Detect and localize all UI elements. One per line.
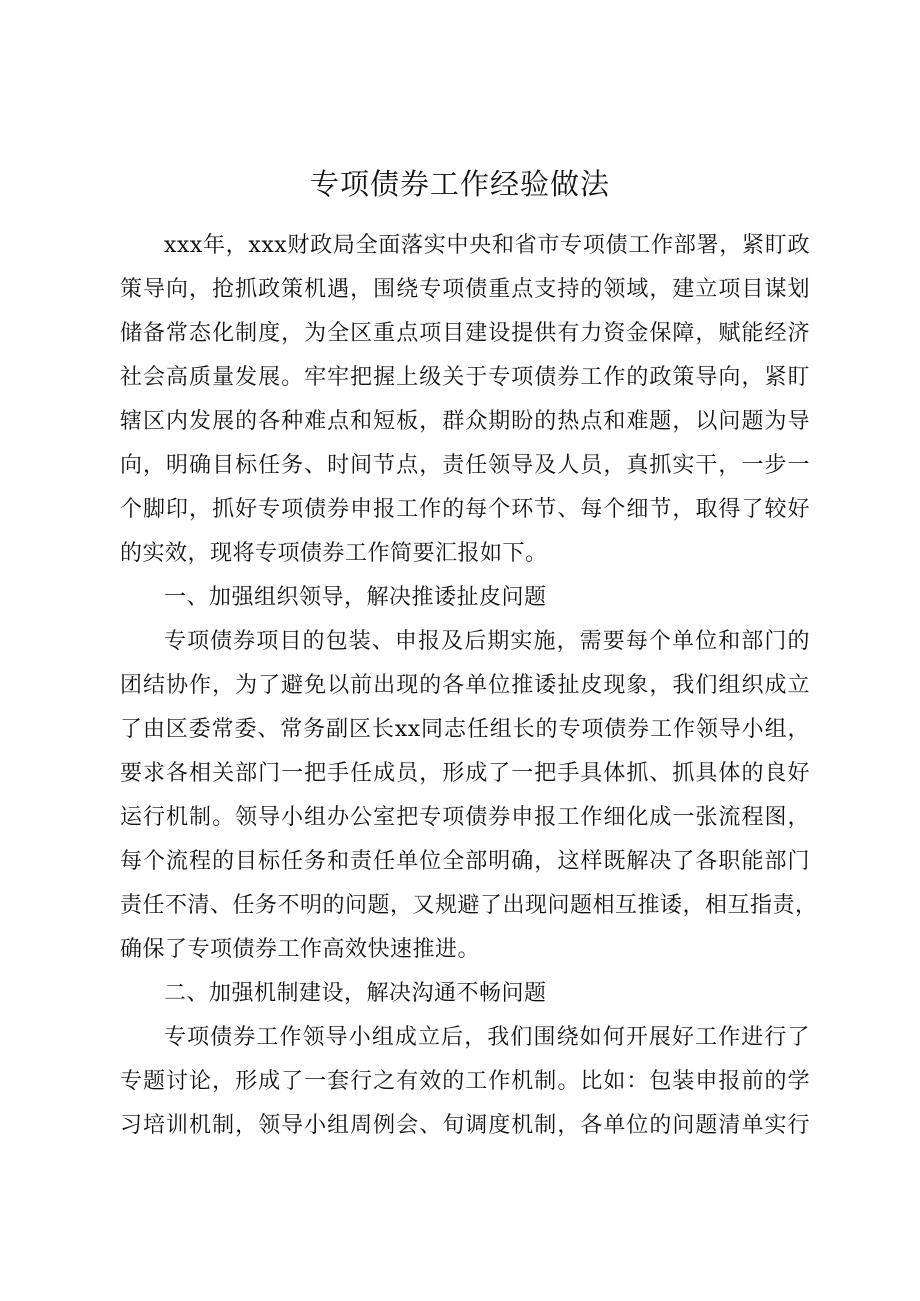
section-heading: 二、加强机制建设，解决沟通不畅问题 <box>164 981 547 1006</box>
paragraph-line: 了由区委常委、常务副区长xx同志任组长的专项债券工作领导小组， <box>120 717 810 742</box>
paragraph-line: 责任不清、任务不明的问题，又规避了出现问题相互推诿，相互指责， <box>120 893 818 918</box>
paragraph-line: 专项债券项目的包装、申报及后期实施，需要每个单位和部门的 <box>164 629 810 654</box>
paragraph-line: 个脚印，抓好专项债券申报工作的每个环节、每个细节，取得了较好 <box>120 497 810 522</box>
paragraph-line: 运行机制。领导小组办公室把专项债券申报工作细化成一张流程图， <box>120 805 810 830</box>
paragraph-line: 储备常态化制度，为全区重点项目建设提供有力资金保障，赋能经济 <box>120 321 810 346</box>
paragraph-line: 团结协作，为了避免以前出现的各单位推诿扯皮现象，我们组织成立 <box>120 673 810 698</box>
section-heading: 一、加强组织领导，解决推诿扯皮问题 <box>164 585 547 610</box>
paragraph-line: 专题讨论，形成了一套行之有效的工作机制。比如：包装申报前的学 <box>120 1069 810 1094</box>
paragraph-line: 策导向，抢抓政策机遇，围绕专项债重点支持的领域，建立项目谋划 <box>120 277 810 302</box>
paragraph-line: xxx年，xxx财政局全面落实中央和省市专项债工作部署，紧盯政 <box>164 233 810 258</box>
paragraph-line: 社会高质量发展。牢牢把握上级关于专项债券工作的政策导向，紧盯 <box>120 365 810 390</box>
paragraph-line: 的实效，现将专项债券工作简要汇报如下。 <box>120 541 548 566</box>
paragraph-line: 要求各相关部门一把手任成员，形成了一把手具体抓、抓具体的良好 <box>120 761 810 786</box>
paragraph-line: 专项债券工作领导小组成立后，我们围绕如何开展好工作进行了 <box>164 1025 810 1050</box>
paragraph-line: 向，明确目标任务、时间节点，责任领导及人员，真抓实干，一步一 <box>120 453 810 478</box>
document-title: 专项债券工作经验做法 <box>309 167 610 201</box>
paragraph-line: 每个流程的目标任务和责任单位全部明确，这样既解决了各职能部门 <box>120 849 810 874</box>
paragraph-line: 习培训机制，领导小组周例会、旬调度机制，各单位的问题清单实行 <box>120 1113 810 1138</box>
paragraph-line: 确保了专项债券工作高效快速推进。 <box>120 937 481 962</box>
paragraph-line: 辖区内发展的各种难点和短板，群众期盼的热点和难题，以问题为导 <box>120 409 810 434</box>
